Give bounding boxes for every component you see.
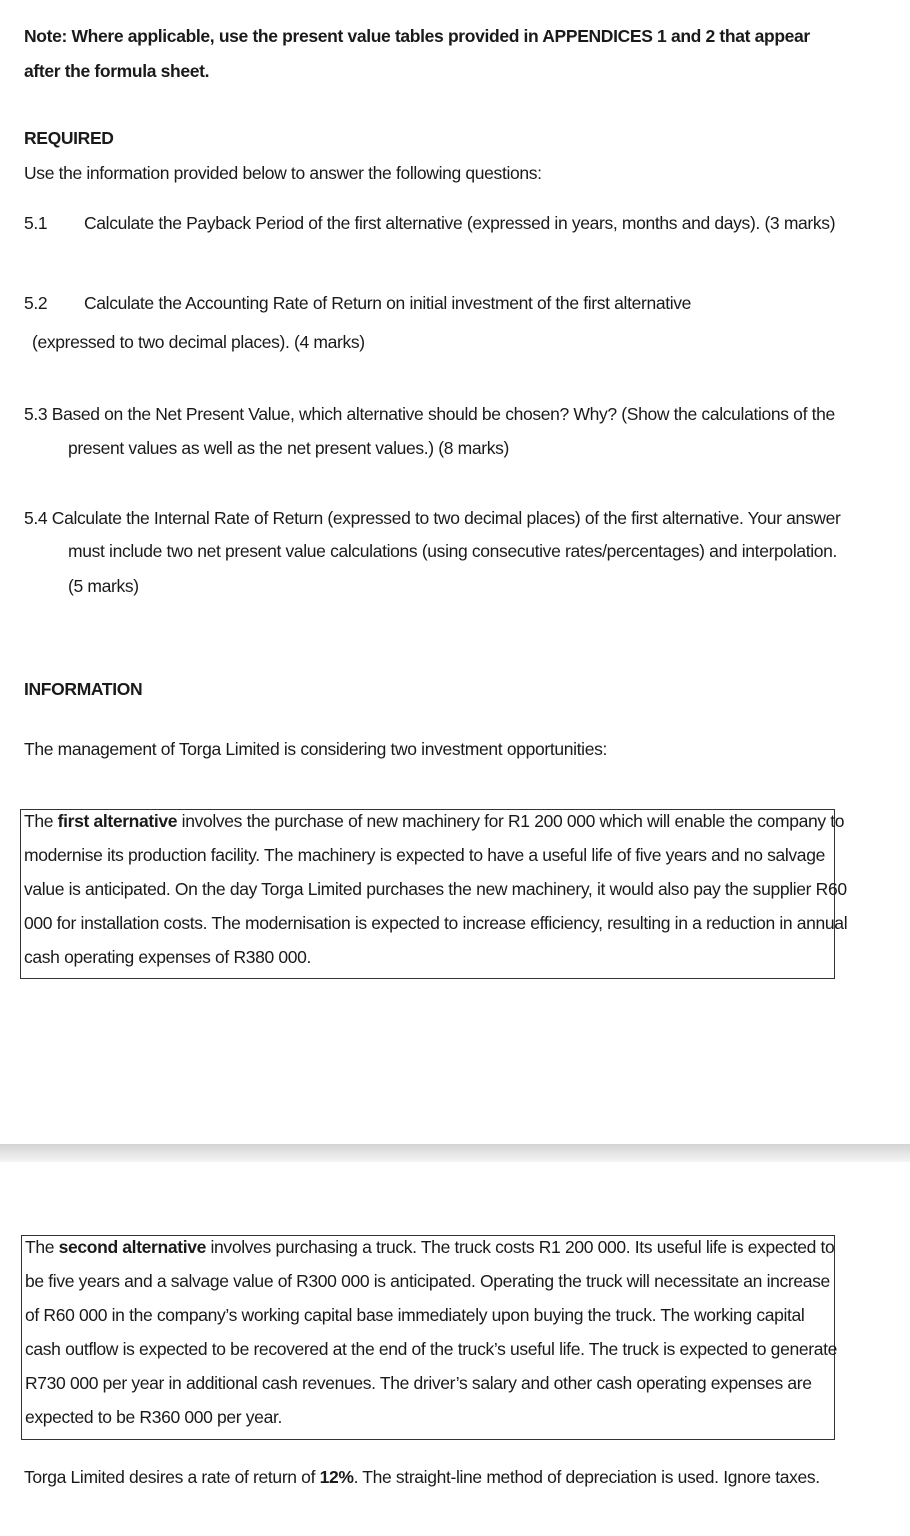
alt2-line-5: R730 000 per year in additional cash revenues. The driver’s salary and other cash operating expenses are: [25, 1373, 812, 1393]
q51-number: 5.1: [24, 213, 48, 233]
second-alternative-box: [21, 1235, 835, 1440]
alt1-pre: The: [24, 811, 58, 831]
note-line-2: after the formula sheet.: [24, 61, 210, 81]
rate-of-return-value: 12%: [319, 1467, 354, 1487]
first-alternative-box: [20, 809, 848, 979]
alt1-post: involves the purchase of new machinery for R1 200 000 which will enable the company to: [177, 811, 845, 831]
alt1-line-4: 000 for installation costs. The modernisation is expected to increase efficiency, resulting in a reduction in annual: [24, 913, 848, 933]
q52-text: Calculate the Accounting Rate of Return on initial investment of the first alternative: [84, 293, 692, 313]
required-intro: Use the information provided below to answer the following questions:: [24, 163, 542, 183]
alt1-line-3: value is anticipated. On the day Torga Limited purchases the new machinery, it would also pay the supplier R60: [24, 879, 847, 899]
alt2-line-1: [25, 1237, 834, 1258]
information-heading: INFORMATION: [24, 679, 143, 699]
alt1-bold: first alternative: [57, 811, 178, 831]
q52-text-2: (expressed to two decimal places). (4 marks): [32, 332, 365, 352]
closing-line: [24, 1467, 820, 1488]
q53-line-2: present values as well as the net present values.) (8 marks): [68, 438, 510, 458]
alt2-line-3: of R60 000 in the company’s working capital base immediately upon buying the truck. The working capital: [25, 1305, 805, 1325]
q53-line-1: 5.3 Based on the Net Present Value, which alternative should be chosen? Why? (Show the calculations of the: [24, 404, 835, 424]
note-line-1: Note: Where applicable, use the present value tables provided in APPENDICES 1 and 2 that appear: [24, 26, 810, 46]
page-divider: [0, 1144, 910, 1162]
alt1-line-2: modernise its production facility. The machinery is expected to have a useful life of five years and no salvage: [24, 845, 825, 865]
alt1-line-1: [24, 811, 844, 832]
alt2-line-6: expected to be R360 000 per year.: [25, 1407, 282, 1427]
q52-number: 5.2: [24, 293, 48, 313]
alt1-line-5: cash operating expenses of R380 000.: [24, 947, 312, 967]
alt2-line-2: be five years and a salvage value of R300 000 is anticipated. Operating the truck will necessitate an increase: [25, 1271, 830, 1291]
information-intro: The management of Torga Limited is considering two investment opportunities:: [24, 739, 607, 759]
q54-line-3: (5 marks): [68, 576, 139, 596]
alt2-pre: The: [25, 1237, 59, 1257]
alt2-post: involves purchasing a truck. The truck costs R1 200 000. Its useful life is expected to: [206, 1237, 835, 1257]
q54-line-1: 5.4 Calculate the Internal Rate of Return (expressed to two decimal places) of the first alternative. Your answer: [24, 508, 841, 528]
alt2-bold: second alternative: [58, 1237, 206, 1257]
q51-text: Calculate the Payback Period of the first alternative (expressed in years, months and days). (3 marks): [84, 213, 836, 233]
q54-line-2: must include two net present value calculations (using consecutive rates/percentages) and interpolation.: [68, 541, 838, 561]
closing-post: . The straight-line method of depreciation is used. Ignore taxes.: [353, 1467, 820, 1487]
alt2-line-4: cash outflow is expected to be recovered at the end of the truck’s useful life. The truck is expected to generate: [25, 1339, 837, 1359]
required-heading: REQUIRED: [24, 128, 114, 148]
closing-pre: Torga Limited desires a rate of return of: [24, 1467, 320, 1487]
